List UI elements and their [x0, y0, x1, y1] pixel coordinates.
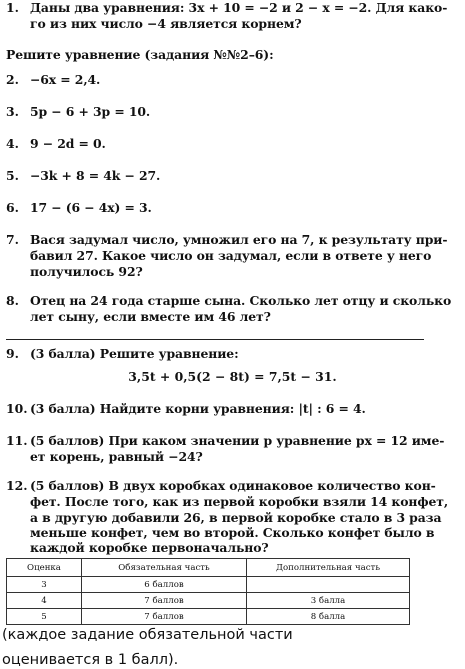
footer-line-1: (каждое задание обязательной части	[2, 627, 293, 643]
grading-table-header	[7, 559, 410, 577]
task-10-number: 10.	[6, 401, 28, 416]
task-1-line-2: го из них число −4 является корнем?	[30, 16, 302, 31]
task-8-number: 8.	[6, 293, 19, 308]
task-7-line-2: бавил 27. Какое число он задумал, если в ответе у него	[30, 248, 432, 263]
task-1-number: 1.	[6, 0, 19, 15]
table-row	[7, 593, 410, 609]
task-11-number: 11.	[6, 433, 28, 448]
table-row	[7, 609, 410, 625]
task-9-number: 9.	[6, 346, 19, 361]
cell-additional	[247, 577, 410, 593]
task-12-line-4: меньше конфет, чем во второй. Сколько конфет было в	[30, 525, 435, 540]
task-11-line-2: ет корень, равный −24?	[30, 449, 203, 464]
task-5-number: 5.	[6, 168, 19, 183]
task-8-line-2: лет сыну, если вместе им 46 лет?	[30, 309, 271, 324]
task-7-line-1: Вася задумал число, умножил его на 7, к результату при-	[30, 232, 448, 247]
cell-additional: 8 балла	[247, 609, 410, 625]
section-divider	[6, 339, 424, 340]
task-5-equation: −3k + 8 = 4k − 27.	[30, 168, 161, 183]
cell-grade: 3	[7, 577, 82, 593]
task-11-line-1: (5 баллов) При каком значении p уравнение px = 12 име-	[30, 433, 445, 448]
section-heading: Решите уравнение (задания №№2–6):	[6, 47, 274, 62]
task-6-number: 6.	[6, 200, 19, 215]
task-3-number: 3.	[6, 104, 19, 119]
task-9-line: (3 балла) Решите уравнение:	[30, 346, 239, 361]
task-2-equation: −6x = 2,4.	[30, 72, 101, 87]
grading-table	[6, 558, 410, 625]
task-6-equation: 17 − (6 − 4x) = 3.	[30, 200, 152, 215]
task-8-line-1: Отец на 24 года старше сына. Сколько лет отцу и сколько	[30, 293, 452, 308]
cell-mandatory: 7 баллов	[82, 593, 247, 609]
task-9-equation: 3,5t + 0,5(2 − 8t) = 7,5t − 31.	[128, 369, 337, 384]
task-7-number: 7.	[6, 232, 19, 247]
task-3-equation: 5p − 6 + 3p = 10.	[30, 104, 151, 119]
task-2-number: 2.	[6, 72, 19, 87]
header-grade: Оценка	[7, 559, 82, 577]
header-additional: Дополнительная часть	[247, 559, 410, 577]
cell-mandatory: 7 баллов	[82, 609, 247, 625]
footer-line-2: оценивается в 1 балл).	[2, 652, 179, 668]
task-4-number: 4.	[6, 136, 19, 151]
task-12-line-5: каждой коробке первоначально?	[30, 540, 269, 555]
task-10-line: (3 балла) Найдите корни уравнения: |t| : 6 = 4.	[30, 401, 366, 416]
header-mandatory: Обязательная часть	[82, 559, 247, 577]
task-12-number: 12.	[6, 478, 28, 493]
task-1-line-1: Даны два уравнения: 3x + 10 = −2 и 2 − x = −2. Для како-	[30, 0, 448, 15]
task-7-line-3: получилось 92?	[30, 264, 143, 279]
task-12-line-1: (5 баллов) В двух коробках одинаковое количество кон-	[30, 478, 436, 493]
cell-additional: 3 балла	[247, 593, 410, 609]
task-12-line-3: а в другую добавили 26, в первой коробке стало в 3 раза	[30, 510, 442, 525]
task-12-line-2: фет. После того, как из первой коробки взяли 14 конфет,	[30, 494, 449, 509]
table-row	[7, 577, 410, 593]
task-4-equation: 9 − 2d = 0.	[30, 136, 106, 151]
cell-grade: 5	[7, 609, 82, 625]
cell-grade: 4	[7, 593, 82, 609]
cell-mandatory: 6 баллов	[82, 577, 247, 593]
